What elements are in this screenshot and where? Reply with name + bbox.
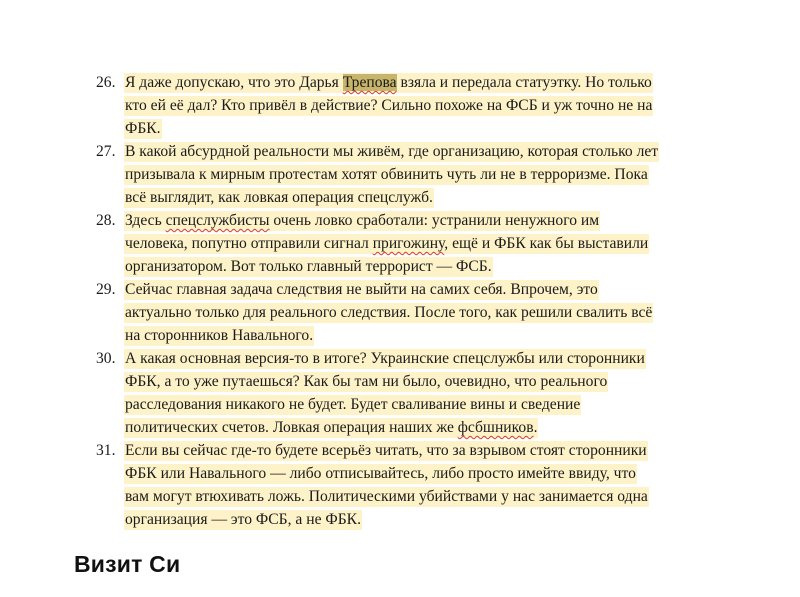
- item-line: [124, 485, 736, 508]
- text-segment: А какая основная версия-то в итоге? Украинские спецслужбы или сторонники: [125, 350, 645, 367]
- text-segment: Если вы сейчас где-то будете всерьёз читать, что за взрывом стоят сторонники: [125, 442, 647, 459]
- text-segment: В какой абсурдной реальности мы живём, где организацию, которая столько лет: [125, 143, 659, 160]
- item-number: 26.: [96, 74, 116, 91]
- item-line: [124, 508, 736, 531]
- text-segment: .: [533, 419, 538, 436]
- text-segment: ФБК, а то уже путаешься? Как бы там ни было, очевидно, что реального: [125, 373, 608, 390]
- text-segment: расследования никакого не будет. Будет сваливание вины и сведение: [125, 396, 581, 413]
- text-segment: политических счетов. Ловкая операция наших же: [125, 419, 458, 436]
- item-number: 29.: [96, 281, 116, 298]
- item-line: [124, 301, 736, 324]
- text-segment: организатором. Вот только главный террорист — ФСБ.: [125, 258, 492, 275]
- item-line: [124, 71, 736, 94]
- item-line: [124, 94, 736, 117]
- text-segment: вам могут втюхивать ложь. Политическими убийствами у нас занимается одна: [125, 488, 648, 505]
- item-line: [124, 209, 736, 232]
- item-line: [124, 462, 736, 485]
- item-line: [124, 255, 736, 278]
- text-segment: актуально только для реального следствия. После того, как решили свалить всё: [125, 304, 653, 321]
- item-line: [124, 324, 736, 347]
- list-item-28: [96, 209, 736, 278]
- misspelled-word[interactable]: пригожину: [372, 235, 445, 252]
- item-line: [124, 232, 736, 255]
- item-line: [124, 393, 736, 416]
- list-item-30: [96, 347, 736, 439]
- item-line: [124, 278, 736, 301]
- list-item-31: [96, 439, 736, 531]
- item-number: 27.: [96, 143, 116, 160]
- item-line: [124, 370, 736, 393]
- list-item-27: [96, 140, 736, 209]
- list-item-29: [96, 278, 736, 347]
- misspelled-word[interactable]: фсбшников: [457, 419, 534, 436]
- misspelled-word[interactable]: спецслужбисты: [165, 212, 270, 229]
- text-segment: организация — это ФСБ, а не ФБК.: [125, 511, 361, 528]
- item-line: [124, 186, 736, 209]
- item-number: 31.: [96, 442, 116, 459]
- text-segment: всё выглядит, как ловкая операция спецслужб.: [125, 189, 433, 206]
- text-segment: ФБК или Навального — либо отписывайтесь, либо просто имейте ввиду, что: [125, 465, 636, 482]
- text-segment: , ещё и ФБК как бы выставили: [444, 235, 649, 252]
- slide-title: Визит Си: [74, 551, 181, 577]
- item-line: [124, 439, 736, 462]
- item-number: 28.: [96, 212, 116, 229]
- text-segment: Сейчас главная задача следствия не выйти на самих себя. Впрочем, это: [125, 281, 598, 298]
- item-line: [124, 163, 736, 186]
- text-segment: Здесь: [125, 212, 166, 229]
- item-line: [124, 416, 736, 439]
- text-segment: взяла и передала статуэтку. Но только: [396, 74, 652, 91]
- text-segment: на сторонников Навального.: [125, 327, 314, 344]
- text-segment: очень ловко сработали: устранили ненужного им: [269, 212, 600, 229]
- text-segment: Я даже допускаю, что это Дарья: [125, 74, 343, 91]
- list-item-26: [96, 71, 736, 140]
- item-number: 30.: [96, 350, 116, 367]
- item-line: [124, 347, 736, 370]
- selected-word[interactable]: Трепова: [342, 74, 397, 91]
- text-segment: кто ей её дал? Кто привёл в действие? Сильно похоже на ФСБ и уж точно не на: [125, 97, 653, 114]
- text-segment: призывала к мирным протестам хотят обвинить чуть ли не в терроризме. Пока: [125, 166, 648, 183]
- text-segment: ФБК.: [125, 120, 161, 137]
- text-segment: человека, попутно отправили сигнал: [125, 235, 373, 252]
- item-line: [124, 140, 736, 163]
- item-line: [124, 117, 736, 140]
- comment-list: [96, 71, 736, 531]
